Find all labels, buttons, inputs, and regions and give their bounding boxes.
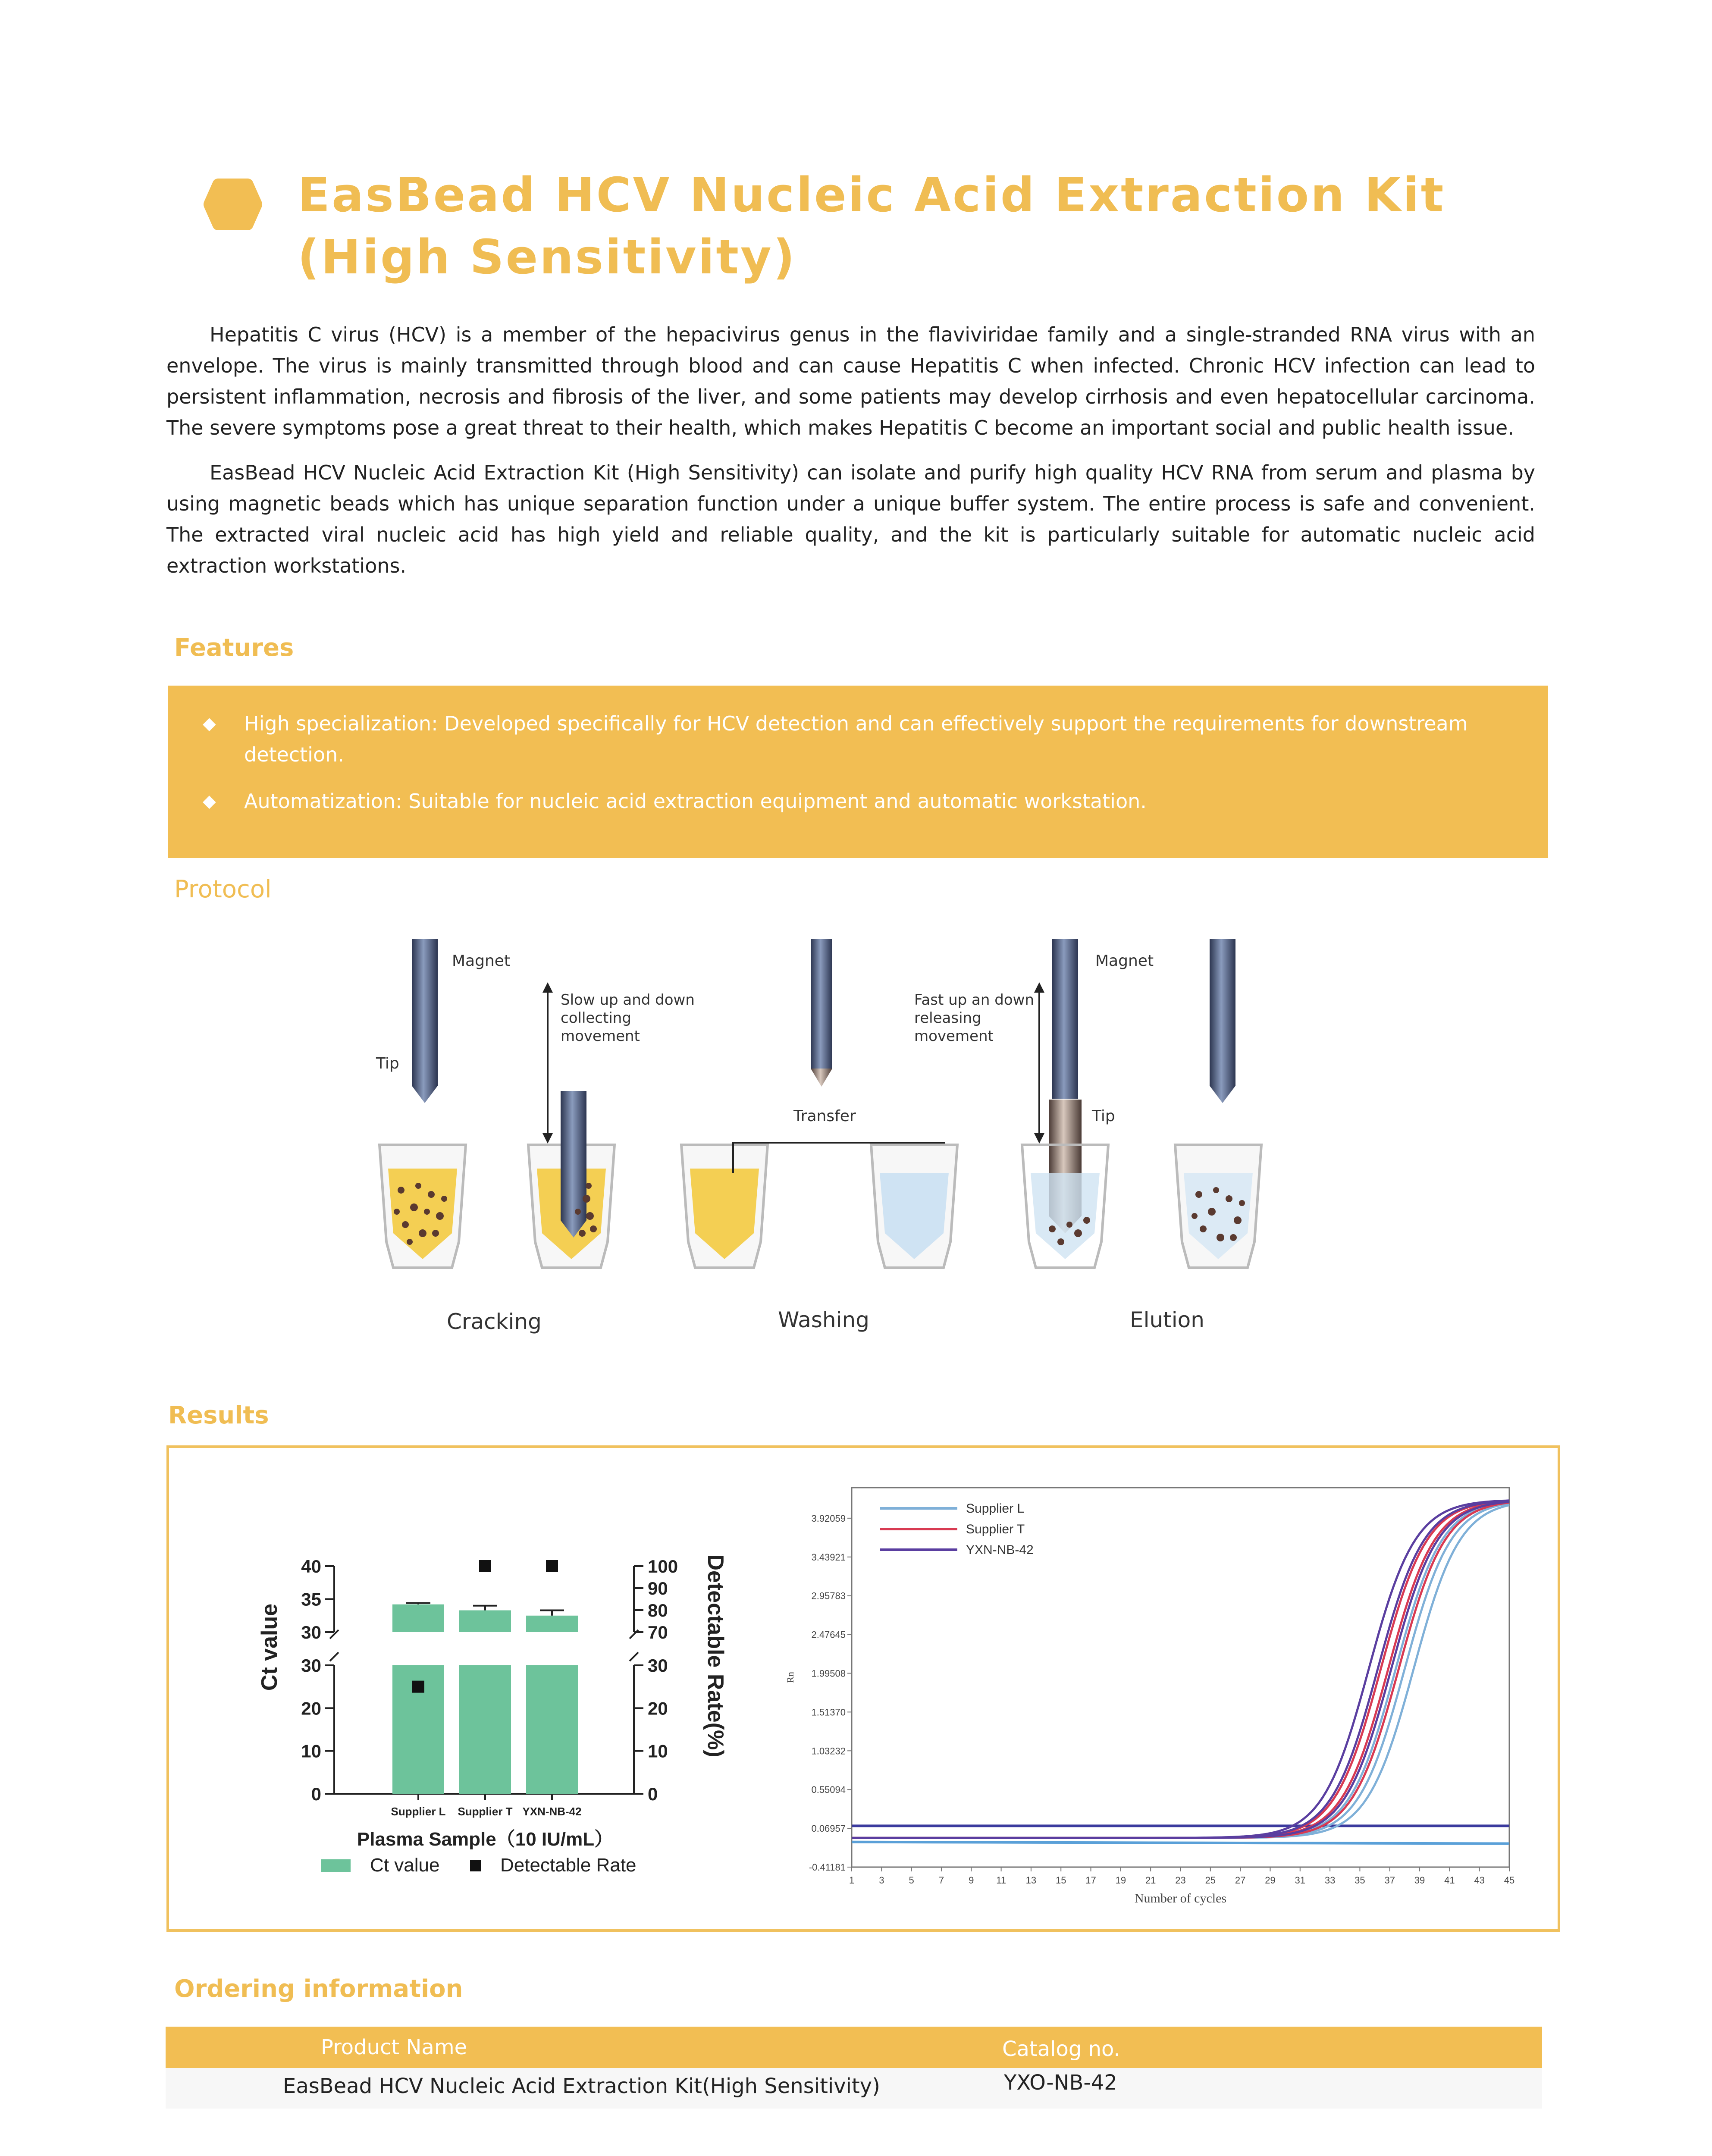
column-header: Product Name	[321, 2035, 467, 2059]
slow-movement-label: Slow up and down	[561, 991, 695, 1009]
ct-bar-upper	[526, 1616, 578, 1632]
y-axis-title: Ct value	[257, 1603, 282, 1691]
y2-axis-title: Detectable Rate(%)	[703, 1554, 728, 1758]
x-tick-label: 27	[1235, 1875, 1246, 1886]
x-tick-label: 43	[1474, 1875, 1485, 1886]
ordering-table	[166, 2027, 1542, 2109]
page-title: EasBead HCV Nucleic Acid Extraction Kit (High Sensitivity)	[298, 167, 1445, 285]
y-tick-label: 3.92059	[811, 1513, 846, 1524]
y2-tick-label: 20	[648, 1698, 668, 1719]
tip-label: Tip	[376, 1055, 399, 1072]
catalog-number-cell: YXO-NB-42	[1004, 2071, 1117, 2095]
x-axis-title: Number of cycles	[1134, 1891, 1227, 1905]
y-tick-label: 35	[301, 1589, 321, 1610]
cup-1	[379, 1145, 466, 1268]
y2-tick-label: 10	[648, 1741, 668, 1761]
tip-label: Tip	[1092, 1107, 1115, 1125]
protocol-heading: Protocol	[174, 875, 272, 903]
x-tick-label: 5	[909, 1875, 914, 1886]
y-tick-label: 2.47645	[811, 1629, 846, 1640]
transfer-label: Transfer	[793, 1107, 856, 1125]
ordering-heading: Ordering information	[174, 1975, 463, 2003]
legend-swatch-ct	[321, 1859, 351, 1872]
feature-item	[203, 708, 1496, 770]
cup-6	[1175, 1145, 1261, 1268]
legend-label: YXN-NB-42	[966, 1543, 1034, 1557]
diamond-bullet-icon: ◆	[203, 791, 216, 811]
legend-label: Supplier L	[966, 1501, 1025, 1516]
y-tick-label: 1.51370	[811, 1707, 846, 1718]
detectable-rate-marker	[479, 1560, 491, 1572]
y2-tick-label: 0	[648, 1784, 658, 1804]
legend-label: Supplier T	[966, 1522, 1025, 1536]
y-tick-label: 30	[301, 1622, 321, 1642]
x-tick-label: 33	[1324, 1875, 1336, 1886]
x-tick-label: 25	[1205, 1875, 1216, 1886]
ct-bar-upper	[459, 1611, 511, 1632]
slow-movement-label: collecting	[561, 1009, 631, 1027]
magnet-rod	[412, 939, 438, 1103]
legend-swatch-rate	[470, 1860, 481, 1871]
baseline-line	[852, 1842, 1509, 1844]
x-tick-label: YXN-NB-42	[522, 1805, 582, 1818]
y2-tick-label: 100	[648, 1556, 678, 1576]
legend-label: Ct value	[370, 1855, 440, 1876]
x-tick-label: 21	[1145, 1875, 1156, 1886]
y-tick-label: 0.06957	[811, 1823, 846, 1834]
y2-tick-label: 30	[648, 1655, 668, 1676]
magnet-label: Magnet	[1095, 952, 1154, 970]
magnet-label: Magnet	[452, 952, 511, 970]
table-header-row	[166, 2027, 1542, 2068]
axis-break-mark	[330, 1630, 339, 1661]
stage-label: Washing	[778, 1307, 869, 1332]
x-tick-label: Supplier T	[458, 1805, 513, 1818]
protocol-diagram	[354, 931, 1285, 1294]
x-tick-label: 35	[1355, 1875, 1365, 1886]
x-tick-label: 45	[1504, 1875, 1515, 1886]
y-tick-label: 3.43921	[811, 1551, 846, 1563]
transfer-rod	[811, 939, 832, 1087]
y-tick-label: -0.41181	[809, 1862, 846, 1873]
product-name-cell: EasBead HCV Nucleic Acid Extraction Kit(High Sensitivity)	[283, 2074, 880, 2098]
y-tick-label: 30	[301, 1655, 321, 1676]
x-tick-label: 41	[1444, 1875, 1455, 1886]
ct-value-bar-chart	[241, 1466, 759, 1889]
x-tick-label: 11	[996, 1875, 1007, 1886]
feature-text: Automatization: Suitable for nucleic acid extraction equipment and automatic workstation.	[244, 790, 1147, 813]
ct-bar-upper	[392, 1604, 444, 1632]
y-tick-label: 10	[301, 1741, 321, 1761]
x-tick-label: Supplier L	[391, 1805, 446, 1818]
feature-text: High specialization: Developed specifically for HCV detection and can effectively support the requirements for downstream detection.	[244, 712, 1468, 766]
x-tick-label: 23	[1175, 1875, 1186, 1886]
features-heading: Features	[174, 634, 294, 662]
ct-bar-lower	[459, 1665, 511, 1794]
fast-movement-label: movement	[914, 1028, 994, 1045]
y-tick-label: 40	[301, 1556, 321, 1576]
x-tick-label: 15	[1055, 1875, 1066, 1886]
magnet-rod	[1210, 939, 1235, 1103]
column-header: Catalog no.	[1002, 2037, 1120, 2061]
features-box	[168, 686, 1548, 858]
title-hexagon-icon	[203, 177, 263, 232]
y-tick-label: 0	[311, 1784, 321, 1804]
x-tick-label: 37	[1384, 1875, 1395, 1886]
diamond-bullet-icon: ◆	[203, 714, 216, 733]
x-tick-label: 19	[1115, 1875, 1126, 1886]
y-tick-label: 1.99508	[811, 1668, 846, 1679]
x-tick-label: 17	[1085, 1875, 1096, 1886]
x-tick-label: 3	[879, 1875, 884, 1886]
feature-item	[203, 786, 1496, 817]
cup-4	[871, 1145, 957, 1268]
x-tick-label: 7	[938, 1875, 944, 1886]
fast-movement-label: releasing	[914, 1009, 981, 1027]
results-heading: Results	[168, 1401, 269, 1429]
x-tick-label: 9	[969, 1875, 974, 1886]
cup-3	[681, 1145, 768, 1268]
axis-break-mark	[630, 1630, 638, 1661]
x-tick-label: 1	[849, 1875, 855, 1886]
legend-label: Detectable Rate	[500, 1855, 637, 1876]
x-tick-label: 31	[1295, 1875, 1306, 1886]
amplification-curve-chart	[776, 1475, 1527, 1906]
y2-tick-label: 70	[648, 1622, 668, 1642]
intro-paragraph-2: EasBead HCV Nucleic Acid Extraction Kit (High Sensitivity) can isolate and purify high quality HCV RNA from serum and plasma by using magnetic beads which has unique separation function under a unique buffer system. The entire process is safe and convenient. The extracted viral nucleic acid has high yield and reliable quality, and the kit is particularly suitable for automatic nucleic acid extraction workstations.	[166, 461, 1535, 577]
intro-paragraph-1: Hepatitis C virus (HCV) is a member of the hepacivirus genus in the flaviviridae family and a single-stranded RNA virus with an envelope. The virus is mainly transmitted through blood and can cause Hepatitis C when infected. Chronic HCV infection can lead to persistent inflammation, necrosis and fibrosis of the liver, and some patients may develop cirrhosis and even hepatocellular carcinoma. The severe symptoms pose a great threat to their health, which makes Hepatitis C become an important social and public health issue.	[166, 323, 1535, 439]
y2-tick-label: 80	[648, 1600, 668, 1620]
table-row	[166, 2068, 1542, 2109]
slow-movement-label: movement	[561, 1028, 640, 1045]
y-axis-title: Rn	[785, 1672, 796, 1683]
cup-2	[528, 1091, 615, 1268]
stage-label: Elution	[1130, 1307, 1204, 1332]
detectable-rate-marker	[412, 1681, 424, 1693]
detectable-rate-marker	[546, 1560, 558, 1572]
x-tick-label: 39	[1414, 1875, 1425, 1886]
ct-bar-lower	[526, 1665, 578, 1794]
x-tick-label: 13	[1025, 1875, 1037, 1886]
x-tick-label: 29	[1265, 1875, 1276, 1886]
y-tick-label: 0.55094	[811, 1784, 846, 1796]
x-axis-title: Plasma Sample（10 IU/mL）	[357, 1829, 614, 1850]
y-tick-label: 1.03232	[811, 1745, 846, 1757]
y-tick-label: 20	[301, 1698, 321, 1719]
y2-tick-label: 90	[648, 1578, 668, 1598]
y-tick-label: 2.95783	[811, 1590, 846, 1601]
fast-movement-label: Fast up an down	[914, 991, 1034, 1009]
stage-label: Cracking	[447, 1309, 542, 1334]
